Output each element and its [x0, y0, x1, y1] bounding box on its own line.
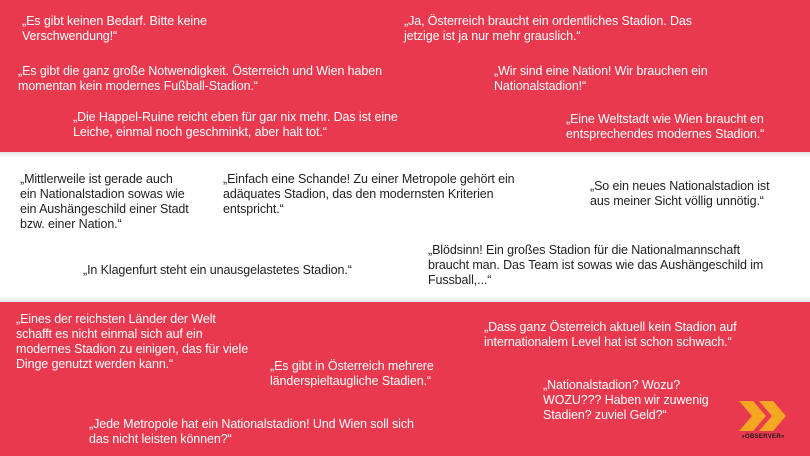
double-chevron-right-icon — [733, 398, 793, 434]
quote-mehrere-stadien: „Es gibt in Österreich mehrere länderspieltaugliche Stadien.“ — [270, 359, 434, 388]
quote-ordentliches-stadion: „Ja, Österreich braucht ein ordentliches Stadion. Das jetzige ist ja nur mehr grauslich.“ — [404, 14, 692, 43]
quote-internationalem-level: „Dass ganz Österreich aktuell kein Stadion auf internationalem Level hat ist schon schwach.“ — [484, 320, 737, 349]
quote-aushaengeschild-stadt: „Mittlerweile ist gerade auch ein Nationalstadion sowas wie ein Aushängeschild einer Stadt bzw. einer Nation.“ — [20, 172, 189, 231]
quote-eine-nation: „Wir sind eine Nation! Wir brauchen ein Nationalstadion!“ — [494, 64, 708, 93]
quote-voellig-unnoetig: „So ein neues Nationalstadion ist aus meiner Sicht völlig unnötig.“ — [590, 179, 770, 208]
quote-klagenfurt: „In Klagenfurt steht ein unausgelastetes Stadion.“ — [83, 263, 352, 277]
quote-happel-ruine: „Die Happel-Ruine reicht eben für gar nix mehr. Das ist eine Leiche, einmal noch geschminkt, aber halt tot.“ — [73, 110, 398, 139]
observer-logo — [733, 398, 793, 446]
quote-bloedsinn: „Blödsinn! Ein großes Stadion für die Nationalmannschaft braucht man. Das Team ist sowas wie das Aushängeschild im Fussball,...“ — [428, 243, 764, 287]
quote-grosse-notwendigkeit: „Es gibt die ganz große Notwendigkeit. Österreich und Wien haben momentan kein modernes Fußball-Stadion.“ — [18, 64, 382, 93]
quote-reichsten-laender: „Eines der reichsten Länder der Welt schafft es nicht einmal sich auf ein modernes Stadion zu einigen, das für viele Dinge genutzt werden kann.“ — [16, 312, 249, 371]
logo-text: »OBSERVER« — [741, 434, 785, 440]
quote-jede-metropole: „Jede Metropole hat ein Nationalstadion! Und Wien soll sich das nicht leisten können?“ — [89, 417, 414, 446]
quote-einfach-eine-schande: „Einfach eine Schande! Zu einer Metropole gehört ein adäquates Stadion, das den modernsten Kriterien entspricht.“ — [223, 172, 515, 216]
quote-nationalstadion-wozu: „Nationalstadion? Wozu? WOZU??? Haben wir zuwenig Stadien? zuviel Geld?“ — [543, 378, 709, 422]
quote-keinen-bedarf: „Es gibt keinen Bedarf. Bitte keine Verschwendung!“ — [22, 14, 207, 43]
quote-weltstadt-wien: „Eine Weltstadt wie Wien braucht en entsprechendes modernes Stadion.“ — [566, 112, 765, 141]
